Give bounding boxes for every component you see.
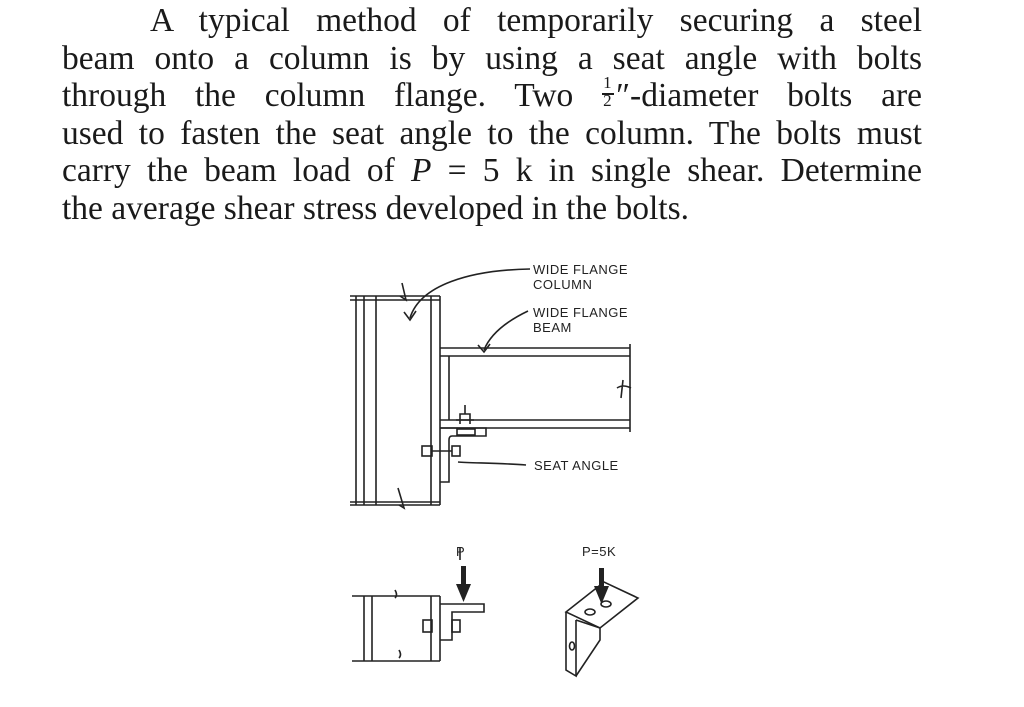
problem-line-1: A typical method of temporarily securing a steel	[150, 2, 922, 39]
wide-flange-beam	[440, 344, 631, 432]
fraction-denominator: 2	[603, 91, 612, 111]
problem-line-3-end: ″-diameter bolts are	[616, 77, 922, 115]
label-load-p: P	[456, 544, 466, 559]
wide-flange-column	[350, 283, 440, 508]
problem-line-5-start: carry the beam load of	[62, 152, 395, 190]
problem-line-5-end: = 5 k in single shear. Determine	[431, 152, 922, 190]
problem-line-2: beam onto a column is by using a seat angle with bolts	[62, 39, 922, 77]
label-column-line-2: COLUMN	[533, 277, 593, 292]
problem-line-3-start: through the column flange. Two	[62, 77, 574, 115]
label-column-line-1: WIDE FLANGE	[533, 262, 629, 277]
label-beam-line-1: WIDE FLANGE	[533, 305, 629, 320]
seat-angle-isometric	[566, 568, 638, 676]
problem-line-4: used to fasten the seat angle to the column. The bolts must	[62, 114, 922, 152]
problem-line-6: the average shear stress developed in the bolts.	[62, 189, 689, 227]
label-beam-line-2: BEAM	[533, 320, 572, 335]
label-seat-angle: SEAT ANGLE	[534, 458, 619, 473]
label-load-p-5k: P=5K	[582, 544, 617, 559]
detail-side-view	[352, 548, 484, 661]
load-variable: P	[410, 152, 432, 190]
fraction-numerator: 1	[603, 73, 612, 93]
